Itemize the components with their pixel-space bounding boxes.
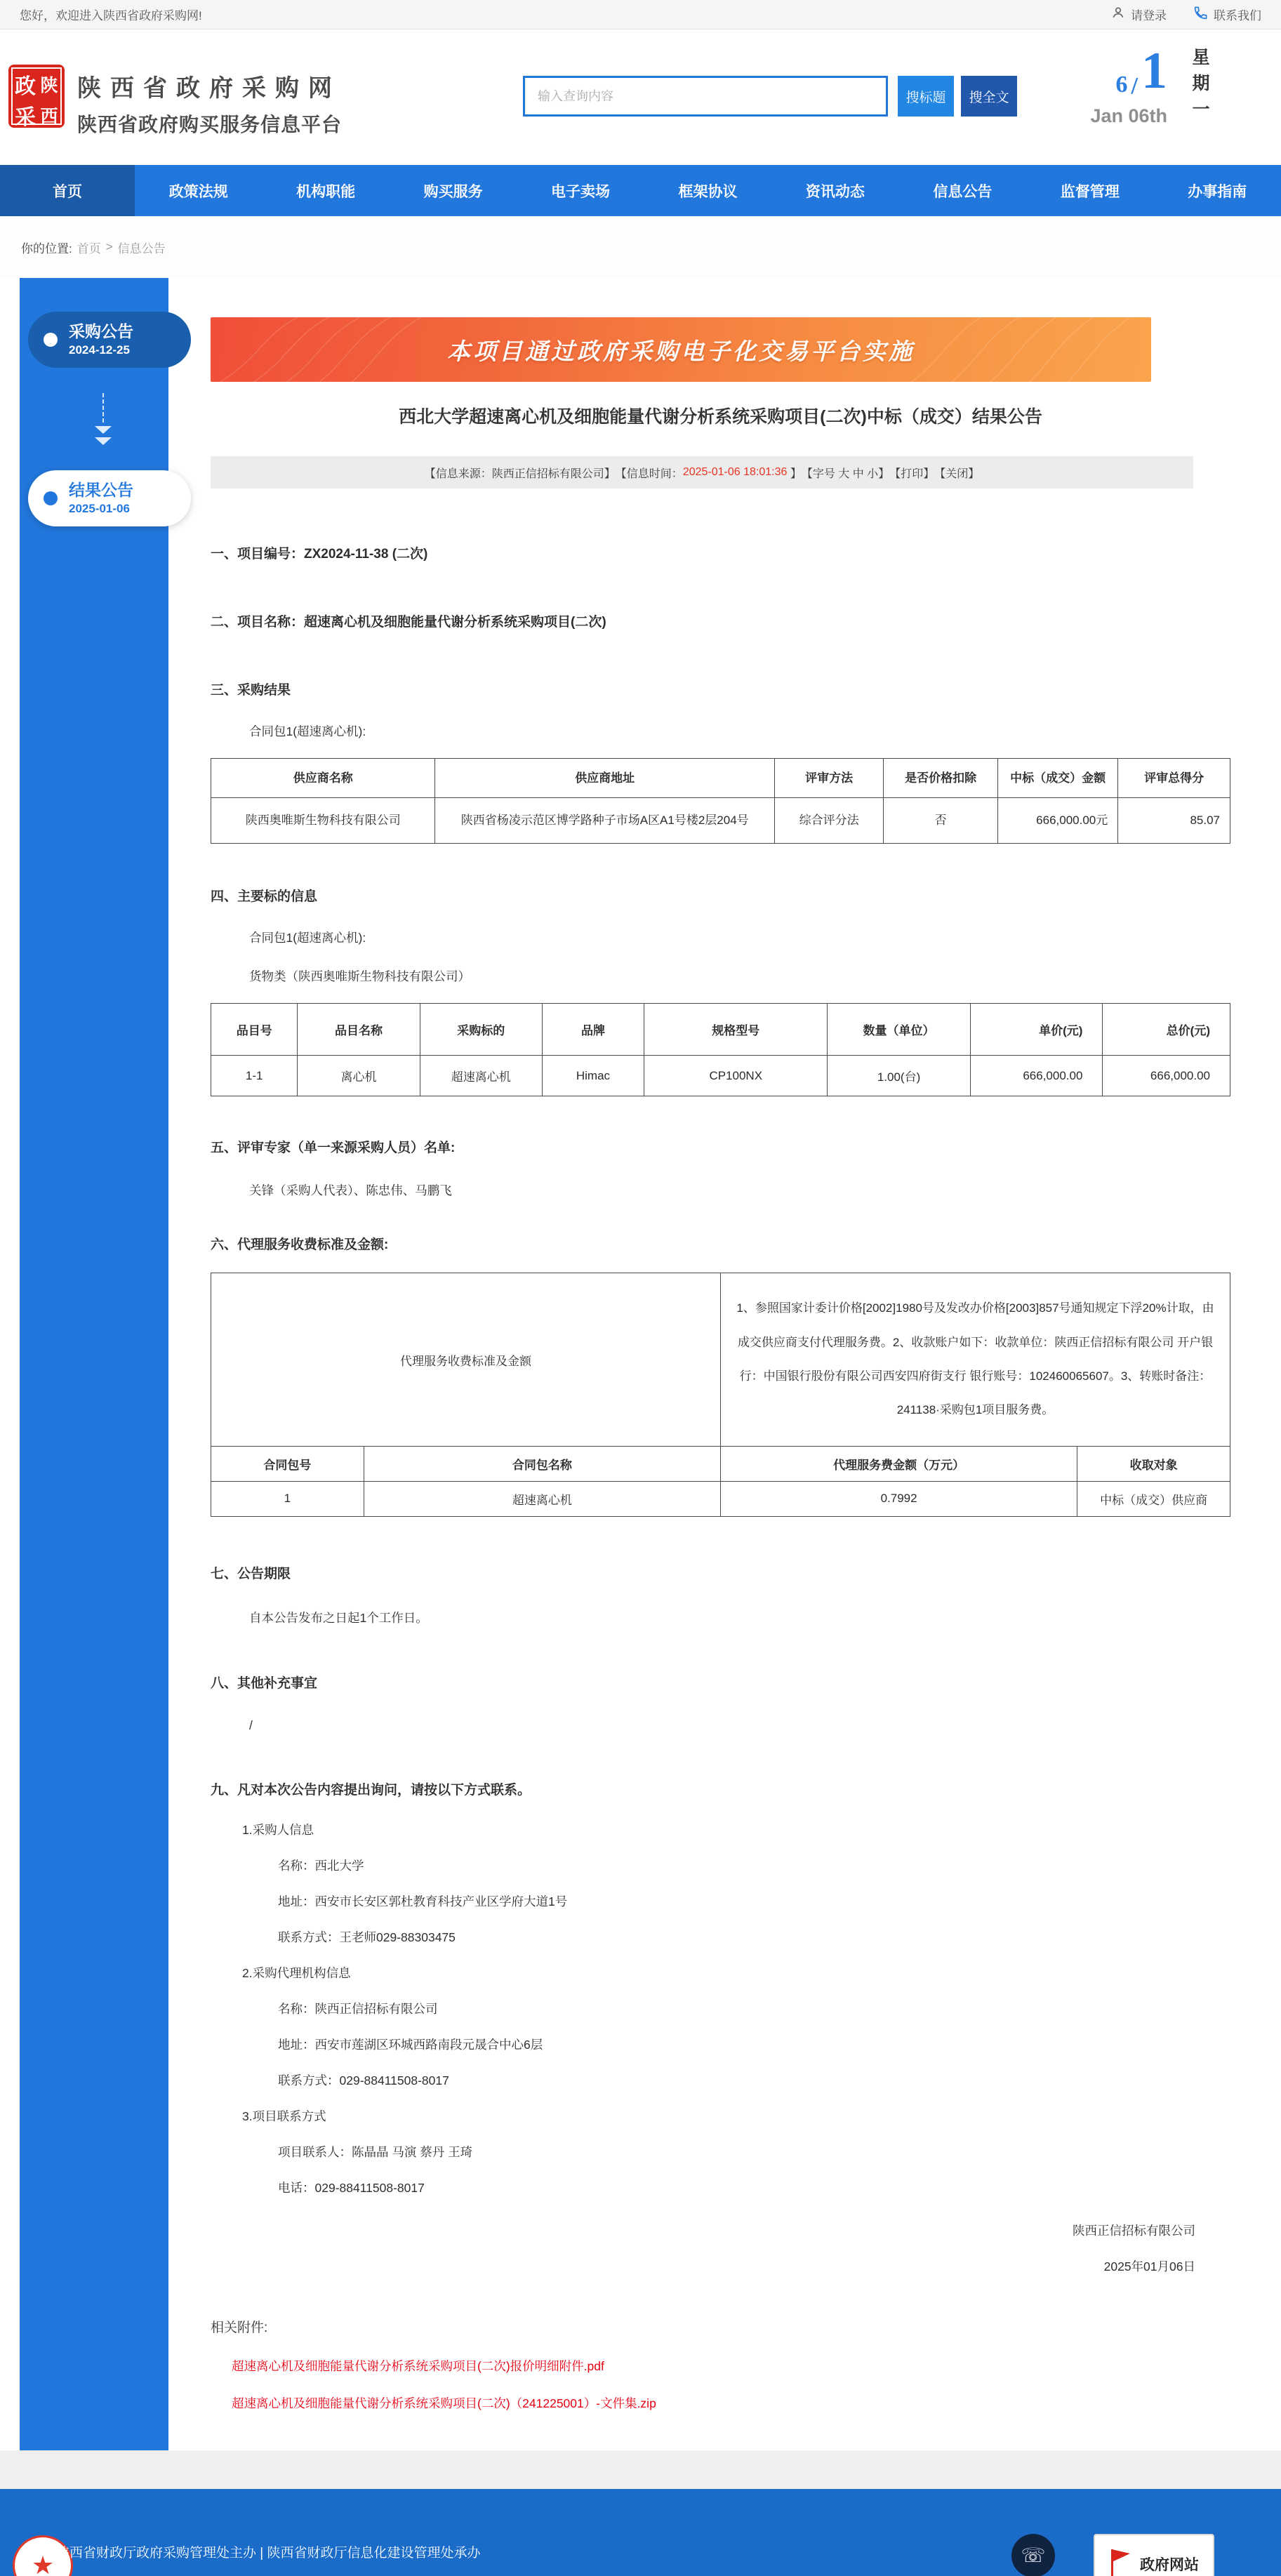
- user-icon: [1111, 6, 1125, 23]
- section-project-name: 二、项目名称：超速离心机及细胞能量代谢分析系统采购项目(二次): [211, 615, 606, 630]
- fee-standard-label-cell: 代理服务收费标准及金额: [211, 1273, 721, 1447]
- column-header: 合同包名称: [364, 1446, 720, 1481]
- result-table: [211, 758, 1230, 844]
- e-trading-platform-banner: [211, 317, 1151, 382]
- date-slash: /: [1131, 73, 1138, 99]
- timeline-dot: [44, 333, 58, 347]
- score-cell: 85.07: [1118, 798, 1230, 844]
- welcome-text: 您好，欢迎进入陕西省政府采购网!: [20, 9, 202, 22]
- red-flag-icon: [1109, 2548, 1133, 2576]
- item-name-cell: 离心机: [298, 1056, 420, 1096]
- brand-cell: Himac: [542, 1056, 644, 1096]
- footer-text: 陕西省财政厅政府采购管理处主办 | 陕西省财政厅信息化建设管理处承办: [56, 2545, 481, 2561]
- breadcrumb: [0, 216, 1281, 278]
- agency-contact: 联系方式：029-88411508-8017: [278, 2073, 449, 2087]
- table-row: [211, 1481, 1230, 1516]
- signature-company: 陕西正信招标有限公司: [1073, 2223, 1195, 2238]
- banner-text: 本项目通过政府采购电子化交易平台实施: [447, 338, 915, 364]
- nav-item-purchase-service[interactable]: 购买服务: [423, 183, 483, 200]
- supplier-address-cell: 陕西省杨凌示范区博学路种子市场A区A1号楼2层204号: [435, 798, 775, 844]
- table-row: [211, 1273, 1230, 1447]
- purchaser-contact: 联系方式：王老师029-88303475: [278, 1930, 456, 1944]
- price-deduction-cell: 否: [884, 798, 998, 844]
- contract-package-label: 合同包1(超速离心机):: [249, 931, 366, 945]
- article-content: [168, 278, 1256, 2450]
- site-subtitle: 陕西省政府购买服务信息平台: [77, 114, 343, 135]
- agency-info-title: 2.采购代理机构信息: [242, 1965, 351, 1980]
- column-header: 品目号: [211, 1004, 298, 1056]
- column-header: 采购标的: [420, 1004, 542, 1056]
- info-time-value: 2025-01-06 18:01:36: [682, 466, 788, 478]
- attachment-zip-link[interactable]: 超速离心机及细胞能量代谢分析系统采购项目(二次)（241225001）-文件集.zip: [232, 2396, 656, 2410]
- nav-item-home[interactable]: 首页: [0, 165, 135, 216]
- column-header: 总价(元): [1103, 1004, 1230, 1056]
- items-table: [211, 1003, 1230, 1096]
- column-header: 是否价格扣除: [884, 759, 998, 798]
- purchaser-address: 地址：西安市长安区郭杜教育科技产业区学府大道1号: [278, 1894, 568, 1908]
- info-time-suffix: 】: [787, 467, 802, 480]
- signature-date: 2025年01月06日: [1103, 2259, 1195, 2273]
- print-button[interactable]: 【打印】: [889, 467, 935, 480]
- date-month: 6: [1115, 72, 1128, 98]
- fee-payer-cell: 中标（成交）供应商: [1077, 1481, 1230, 1516]
- timeline-step-result-notice[interactable]: [28, 470, 191, 526]
- pre-footer-strip: [0, 2450, 1281, 2489]
- project-contact-title: 3.项目联系方式: [242, 2109, 326, 2123]
- supplier-name-cell: 陕西奥唯斯生物科技有限公司: [211, 798, 435, 844]
- login-label: 请登录: [1131, 9, 1167, 22]
- info-source: 【信息来源：陕西正信招标有限公司】: [424, 467, 616, 480]
- gov-site-badge-label: 政府网站: [1140, 2556, 1199, 2573]
- purchaser-info-title: 1.采购人信息: [242, 1822, 314, 1837]
- close-button[interactable]: 【关闭】: [934, 467, 980, 480]
- unit-price-cell: 666,000.00: [970, 1056, 1103, 1096]
- timeline-step-title: 采购公告: [69, 322, 133, 341]
- logo-char: 采: [14, 106, 36, 129]
- timeline-step-title: 结果公告: [69, 481, 133, 500]
- purchaser-name: 名称：西北大学: [278, 1858, 364, 1873]
- date-day: 1: [1141, 42, 1167, 100]
- weekday-label: 星期一: [1190, 48, 1209, 126]
- table-header-row: [211, 1446, 1230, 1481]
- logo-char: 西: [40, 107, 58, 126]
- contact-us-button[interactable]: [1193, 6, 1261, 24]
- table-row: [211, 1056, 1230, 1096]
- review-method-cell: 综合评分法: [774, 798, 883, 844]
- experts-list: 关锋（采购人代表）、陈忠伟、马鹏飞: [249, 1183, 452, 1198]
- breadcrumb-prefix: 你的位置:: [21, 241, 72, 255]
- breadcrumb-home-link[interactable]: 首页: [77, 241, 101, 255]
- goods-category-label: 货物类（陕西奥唯斯生物科技有限公司）: [249, 969, 470, 984]
- column-header: 品牌: [542, 1004, 644, 1056]
- hotline-badge-icon[interactable]: [1011, 2534, 1055, 2576]
- nav-item-emall[interactable]: 电子卖场: [551, 183, 611, 200]
- search-fulltext-button[interactable]: 搜全文: [961, 76, 1017, 117]
- article-meta-bar: [211, 456, 1193, 489]
- section-project-number: 一、项目编号：ZX2024-11-38 (二次): [211, 547, 428, 562]
- agency-name: 名称：陕西正信招标有限公司: [278, 2001, 438, 2016]
- project-contact-persons: 项目联系人：陈晶晶 马演 蔡丹 王琦: [278, 2144, 473, 2159]
- award-amount-cell: 666,000.00元: [997, 798, 1117, 844]
- column-header: 供应商名称: [211, 759, 435, 798]
- quantity-cell: 1.00(台): [828, 1056, 970, 1096]
- site-header: [0, 29, 1281, 165]
- nav-item-functions[interactable]: 机构职能: [296, 183, 356, 200]
- logo-char: 陕: [40, 76, 58, 95]
- column-header: 收取对象: [1077, 1446, 1230, 1481]
- date-widget: [1090, 42, 1263, 127]
- agency-fee-table: [211, 1273, 1230, 1517]
- nav-item-policies[interactable]: 政策法规: [168, 183, 228, 200]
- info-time-prefix: 【信息时间：: [615, 467, 683, 480]
- fee-standard-description-cell: 1、参照国家计委计价格[2002]1980号及发改办价格[2003]857号通知规定下浮20%计取，由成交供应商支付代理服务费。2、收款账户如下：收款单位：陕西正信招标有限公司 开户银行：中国银行股份有限公司西安四府街支行 银行账号：102460065607。3、转账时备注：241138·采购包1项目服务费。: [720, 1273, 1230, 1447]
- column-header: 评审总得分: [1118, 759, 1230, 798]
- timeline-step-procurement-notice[interactable]: [28, 312, 191, 368]
- section-main-subject-info: 四、主要标的信息: [211, 889, 318, 905]
- breadcrumb-separator: >: [105, 240, 113, 253]
- attachments-label: 相关附件:: [211, 2320, 268, 2335]
- other-matters-text: /: [249, 1718, 253, 1732]
- seal-star: ★: [31, 2550, 55, 2576]
- hotline-glyph: ☏: [1021, 2544, 1046, 2567]
- total-price-cell: 666,000.00: [1103, 1056, 1230, 1096]
- timeline-dot: [44, 491, 58, 505]
- contract-package-label: 合同包1(超速离心机):: [249, 724, 366, 738]
- package-name-cell: 超速离心机: [364, 1481, 720, 1516]
- table-header-row: [211, 759, 1230, 798]
- site-logo: [8, 65, 65, 128]
- column-header: 中标（成交）金额: [997, 759, 1117, 798]
- column-header: 合同包号: [211, 1446, 364, 1481]
- arrow-down-icon: [20, 393, 168, 445]
- project-contact-phone: 电话：029-88411508-8017: [278, 2180, 425, 2195]
- section-announcement-period: 七、公告期限: [211, 1566, 291, 1581]
- section-agency-fee: 六、代理服务收费标准及金额:: [211, 1237, 389, 1253]
- nav-item-framework[interactable]: 框架协议: [678, 183, 738, 200]
- contact-us-label: 联系我们: [1214, 9, 1261, 22]
- column-header: 供应商地址: [435, 759, 775, 798]
- breadcrumb-current-link[interactable]: 信息公告: [117, 241, 166, 255]
- phone-icon: [1193, 6, 1208, 24]
- search-input[interactable]: [523, 76, 888, 117]
- timeline-step-date: 2024-12-25: [69, 343, 130, 357]
- table-header-row: [211, 1004, 1230, 1056]
- topbar: [0, 0, 1281, 29]
- section-procurement-result: 三、采购结果: [211, 683, 291, 698]
- column-header: 品目名称: [298, 1004, 420, 1056]
- package-number-cell: 1: [211, 1481, 364, 1516]
- logo-char: 政: [14, 75, 36, 98]
- section-review-experts: 五、评审专家（单一来源采购人员）名单:: [211, 1141, 456, 1156]
- site-footer: [0, 2489, 1281, 2576]
- table-row: [211, 798, 1230, 844]
- nav-item-news[interactable]: 资讯动态: [805, 183, 865, 200]
- fee-amount-cell: 0.7992: [720, 1481, 1077, 1516]
- model-cell: CP100NX: [644, 1056, 828, 1096]
- timeline-step-date: 2025-01-06: [69, 501, 130, 515]
- section-contact-info: 九、凡对本次公告内容提出询问，请按以下方式联系。: [211, 1782, 531, 1798]
- section-other-matters: 八、其他补充事宜: [211, 1675, 318, 1691]
- column-header: 代理服务费金额（万元）: [720, 1446, 1077, 1481]
- page-title: 西北大学超速离心机及细胞能量代谢分析系统采购项目(二次)中标（成交）结果公告: [399, 407, 1042, 427]
- nav-item-announcements[interactable]: 信息公告: [933, 183, 993, 200]
- gov-site-error-badge[interactable]: [1094, 2534, 1214, 2576]
- main-nav: [0, 165, 1281, 216]
- search-title-button[interactable]: 搜标题: [898, 76, 954, 117]
- font-size-controls[interactable]: 【字号 大 中 小】: [801, 467, 890, 480]
- timeline-sidebar: [20, 278, 168, 2450]
- column-header: 数量（单位）: [828, 1004, 970, 1056]
- search-bar: [523, 76, 1017, 117]
- agency-address: 地址：西安市莲湖区环城西路南段元晟合中心6层: [278, 2037, 543, 2052]
- item-number-cell: 1-1: [211, 1056, 298, 1096]
- column-header: 单价(元): [970, 1004, 1103, 1056]
- nav-item-supervision[interactable]: 监督管理: [1060, 183, 1120, 200]
- announcement-period-text: 自本公告发布之日起1个工作日。: [249, 1610, 428, 1625]
- column-header: 评审方法: [774, 759, 883, 798]
- login-button[interactable]: [1111, 6, 1167, 23]
- column-header: 规格型号: [644, 1004, 828, 1056]
- nav-item-guide[interactable]: 办事指南: [1188, 183, 1247, 200]
- attachment-pdf-link[interactable]: 超速离心机及细胞能量代谢分析系统采购项目(二次)报价明细附件.pdf: [232, 2358, 604, 2373]
- site-title: 陕西省政府采购网: [77, 75, 341, 102]
- procurement-subject-cell: 超速离心机: [420, 1056, 542, 1096]
- date-english: Jan 06th: [1090, 105, 1167, 126]
